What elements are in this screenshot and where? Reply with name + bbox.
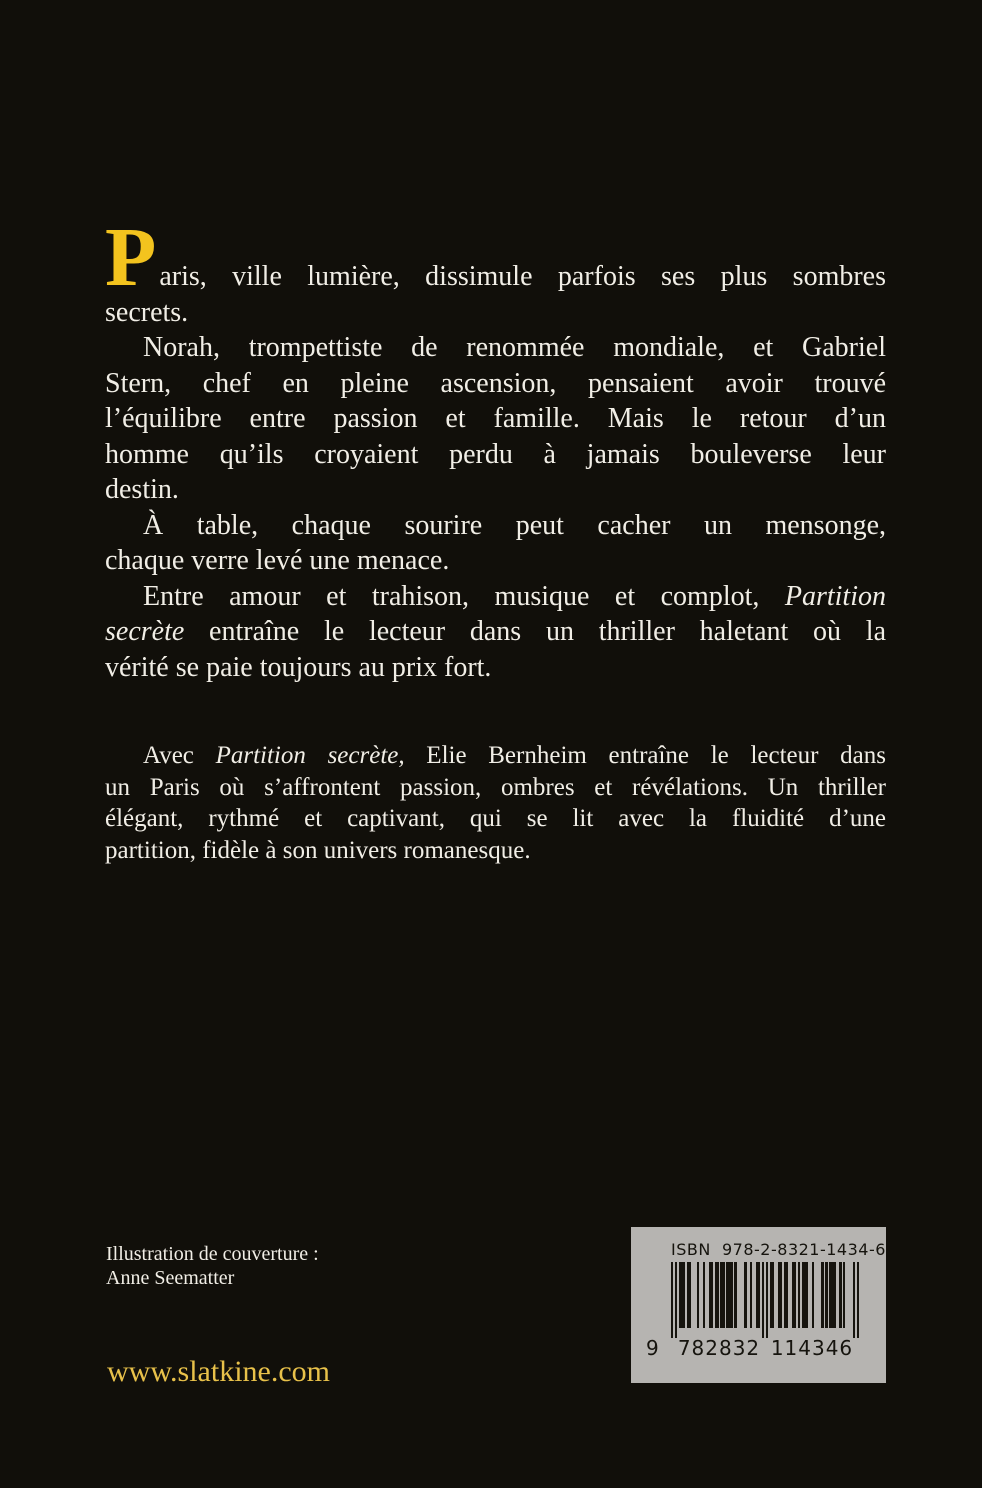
illustration-credit-label: Illustration de couverture : — [106, 1243, 319, 1265]
barcode-bar — [750, 1262, 752, 1328]
barcode-bar — [683, 1262, 685, 1328]
text-line: partition, fidèle à son univers romanesque. — [105, 837, 531, 865]
barcode-digits-right: 114346 — [770, 1336, 854, 1360]
text-line: vérité se paie toujours au prix fort. — [105, 651, 492, 683]
raised-cap-letter: P — [105, 211, 157, 304]
barcode-guard-bar — [857, 1262, 859, 1338]
text-line: Stern, chef en pleine ascension, pensaient avoir trouvé — [105, 367, 886, 399]
barcode-bar — [703, 1262, 705, 1328]
barcode-bar — [772, 1262, 774, 1328]
barcode-bar — [734, 1262, 736, 1328]
barcode-bar — [833, 1262, 835, 1328]
barcode-bar — [711, 1262, 713, 1328]
barcode-bar — [697, 1262, 699, 1328]
text-line: un Paris où s’affrontent passion, ombres et révélations. Un thriller — [105, 773, 886, 801]
barcode-bar — [744, 1262, 746, 1328]
barcode-guard-bar — [853, 1262, 855, 1338]
barcode-bar — [758, 1262, 760, 1328]
text-line: élégant, rythmé et captivant, qui se lit avec la fluidité d’une — [105, 805, 886, 833]
text-line: Entre amour et trahison, musique et complot, Partition — [143, 580, 886, 612]
barcode-bar — [780, 1262, 782, 1328]
barcode-guard-bar — [762, 1262, 764, 1338]
text-line: À table, chaque sourire peut cacher un mensonge, — [143, 509, 886, 541]
barcode-bar — [794, 1262, 796, 1328]
text-line: Avec Partition secrète, Elie Bernheim entraîne le lecteur dans — [143, 742, 886, 769]
text-line: secrets. — [105, 296, 189, 328]
text-line: chaque verre levé une menace. — [105, 545, 450, 576]
synopsis-text — [105, 211, 886, 685]
text-line: l’équilibre entre passion et famille. Mais le retour d’un — [105, 403, 886, 434]
barcode-bar — [825, 1262, 827, 1328]
barcode-bar — [689, 1262, 691, 1328]
barcode-bar — [786, 1262, 788, 1328]
barcode-digit-leading: 9 — [646, 1336, 660, 1360]
barcode-digits-left: 782832 — [677, 1336, 761, 1360]
barcode-bar — [730, 1262, 732, 1328]
text-line: homme qu’ils croyaient perdu à jamais bouleverse leur — [105, 438, 886, 470]
barcode-bar — [812, 1262, 814, 1328]
text-line: secrète entraîne le lecteur dans un thriller haletant où la — [105, 616, 886, 647]
barcode-guard-bar — [766, 1262, 768, 1338]
barcode-bar — [839, 1262, 841, 1328]
illustration-credit — [106, 1242, 319, 1290]
text-line: Norah, trompettiste de renommée mondiale, et Gabriel — [143, 332, 886, 363]
barcode-guard-bar — [675, 1262, 677, 1338]
barcode-bar — [821, 1262, 823, 1328]
barcode-bar — [717, 1262, 719, 1328]
publisher-website: www.slatkine.com — [107, 1355, 331, 1388]
barcode-bar — [722, 1262, 724, 1328]
barcode-bar — [798, 1262, 800, 1328]
barcode-bar — [843, 1262, 845, 1328]
isbn-label: ISBN 978-2-8321-1434-6 — [671, 1240, 886, 1259]
text-line: Paris, ville lumière, dissimule parfois ses plus sombres — [105, 211, 886, 304]
barcode-guard-bar — [671, 1262, 673, 1338]
ean-barcode — [671, 1262, 859, 1342]
text-line: destin. — [105, 474, 179, 505]
illustrator-name: Anne Seematter — [106, 1267, 235, 1289]
barcode-panel — [631, 1227, 886, 1383]
barcode-bar — [806, 1262, 808, 1328]
editor-quote-text — [105, 740, 886, 867]
